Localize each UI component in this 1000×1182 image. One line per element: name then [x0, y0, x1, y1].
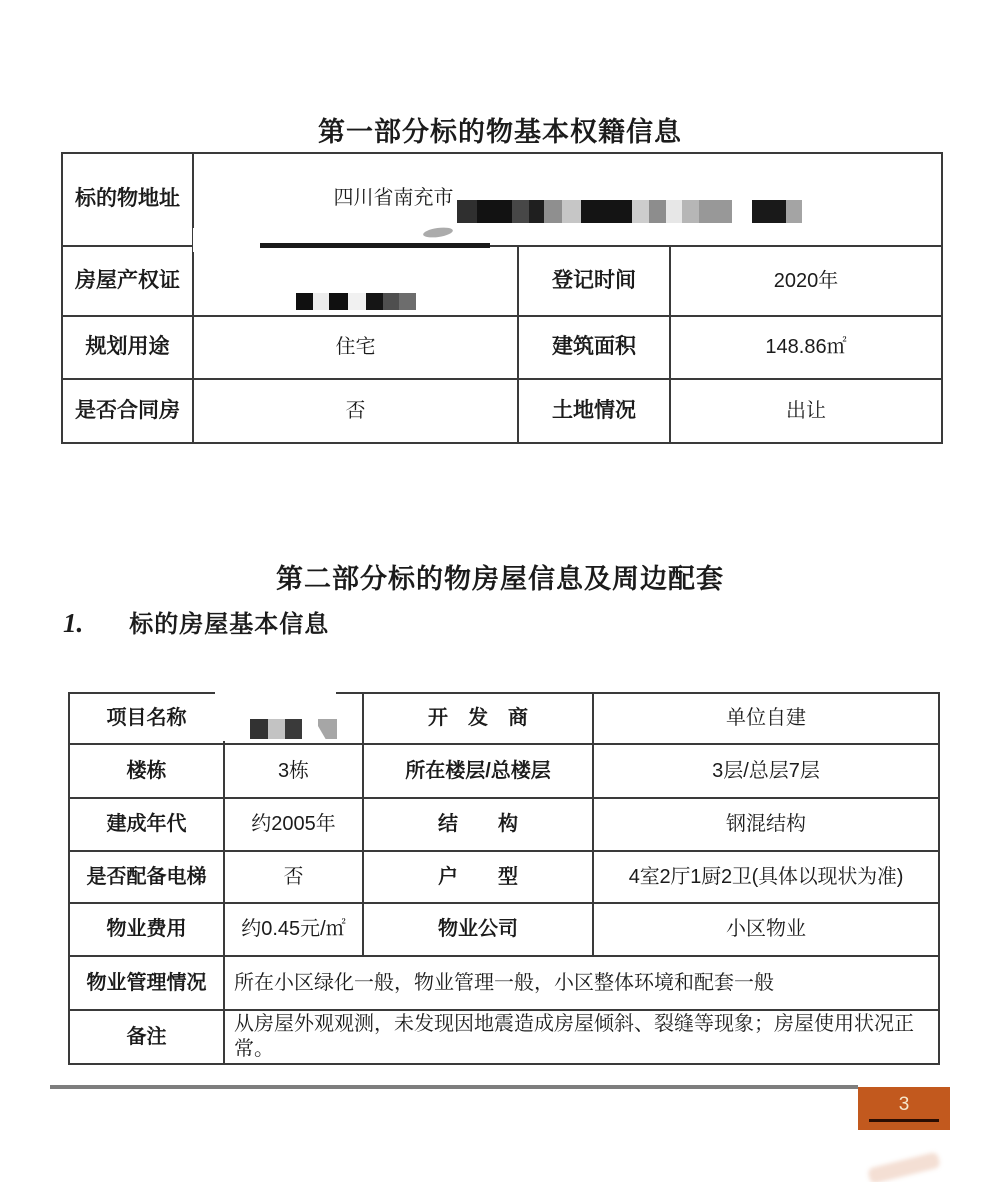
layout-value: 4室2厅1厨2卫(具体以现状为准): [628, 865, 904, 888]
structure-value-cell: [594, 799, 940, 852]
structure-label-cell: [364, 799, 594, 852]
contract-house-label: 是否合同房: [75, 398, 180, 422]
registration-time-value: 2020年: [773, 269, 839, 292]
land-status-label: 土地情况: [552, 398, 636, 422]
subsection-number: 1.: [63, 608, 84, 638]
property-company-value-cell: [594, 904, 940, 957]
management-label: 物业管理情况: [86, 971, 207, 994]
address-redaction-bar: [457, 200, 802, 223]
building-number-label: 楼栋: [126, 759, 167, 782]
property-company-label-cell: [364, 904, 594, 957]
management-label-cell: [70, 957, 225, 1011]
elevator-label: 是否配备电梯: [86, 865, 207, 888]
developer-value-cell: [594, 694, 940, 745]
certificate-value-cell: [194, 247, 519, 317]
page-number-badge: [858, 1087, 950, 1130]
certificate-redaction-bar: [296, 293, 416, 310]
scan-orange-smear: [867, 1152, 941, 1182]
scan-thick-border-segment: [260, 243, 490, 248]
structure-value: 钢混结构: [726, 813, 806, 835]
planned-use-value: 住宅: [335, 336, 376, 358]
building-number-label-cell: [70, 745, 225, 799]
property-fee-label: 物业费用: [106, 918, 187, 940]
page-badge-underline-icon: [869, 1119, 939, 1122]
year-built-value-cell: [225, 799, 364, 852]
house-info-table: [68, 692, 940, 1065]
developer-label: 开 发 商: [428, 707, 528, 729]
floor-value-cell: [594, 745, 940, 799]
remarks-value: 从房屋外观观测，未发现因地震造成房屋倾斜、裂缝等现象；房屋使用状况正常。: [234, 1013, 914, 1060]
contract-house-value-cell: [194, 380, 519, 444]
elevator-label-cell: [70, 852, 225, 904]
developer-label-cell: [364, 694, 594, 745]
subsection-title: 标的房屋基本信息: [129, 611, 330, 638]
planned-use-label-cell: [63, 317, 194, 380]
remarks-value-cell: [225, 1011, 940, 1065]
property-fee-value: 约0.45元/㎡: [241, 918, 346, 940]
layout-value-cell: [594, 852, 940, 904]
address-label: 标的物地址: [75, 187, 180, 211]
developer-value: 单位自建: [726, 707, 806, 729]
scan-white-patch-table1: [193, 228, 261, 252]
floor-label: 所在楼层/总楼层: [405, 759, 551, 782]
project-name-label-cell: [70, 694, 225, 745]
year-built-value: 约2005年: [251, 813, 336, 835]
registration-time-label: 登记时间: [552, 268, 636, 292]
registration-time-label-cell: [519, 247, 671, 317]
property-company-value: 小区物业: [726, 918, 806, 940]
certificate-label: 房屋产权证: [75, 268, 180, 292]
building-area-value-cell: [671, 317, 943, 380]
project-name-redaction-bar: [250, 719, 337, 739]
contract-house-label-cell: [63, 380, 194, 444]
land-status-value-cell: [671, 380, 943, 444]
address-label-cell: [63, 154, 194, 247]
property-fee-label-cell: [70, 904, 225, 957]
building-area-label-cell: [519, 317, 671, 380]
section1-title: 第一部分标的物基本权籍信息: [318, 117, 682, 147]
building-number-value: 3栋: [277, 759, 310, 782]
management-value: 所在小区绿化一般，物业管理一般，小区整体环境和配套一般: [234, 971, 774, 994]
year-built-label: 建成年代: [106, 813, 187, 835]
remarks-label-cell: [70, 1011, 225, 1065]
layout-label: 户 型: [438, 865, 518, 888]
structure-label: 结 构: [438, 813, 518, 835]
planned-use-value-cell: [194, 317, 519, 380]
elevator-value-cell: [225, 852, 364, 904]
property-company-label: 物业公司: [438, 918, 518, 940]
floor-label-cell: [364, 745, 594, 799]
building-area-label: 建筑面积: [552, 335, 636, 359]
management-value-cell: [225, 957, 940, 1011]
building-number-value-cell: [225, 745, 364, 799]
building-area-value: 148.86㎡: [765, 336, 847, 358]
page-number: 3: [898, 1093, 910, 1115]
registration-time-value-cell: [671, 247, 943, 317]
land-status-value: 出让: [786, 399, 826, 422]
contract-house-value: 否: [345, 399, 366, 422]
project-name-label: 项目名称: [106, 707, 187, 729]
land-status-label-cell: [519, 380, 671, 444]
certificate-label-cell: [63, 247, 194, 317]
address-value-cell: [194, 154, 943, 247]
layout-label-cell: [364, 852, 594, 904]
subsection-heading: [63, 604, 329, 639]
address-value-text: 四川省南充市: [333, 187, 454, 209]
year-built-label-cell: [70, 799, 225, 852]
section2-title: 第二部分标的物房屋信息及周边配套: [276, 564, 724, 594]
remarks-label: 备注: [126, 1025, 167, 1048]
footer-divider-line: [50, 1085, 858, 1089]
floor-value: 3层/总层7层: [712, 759, 820, 782]
property-fee-value-cell: [225, 904, 364, 957]
property-rights-table: [61, 152, 943, 444]
elevator-value: 否: [283, 865, 304, 888]
planned-use-label: 规划用途: [85, 335, 170, 359]
